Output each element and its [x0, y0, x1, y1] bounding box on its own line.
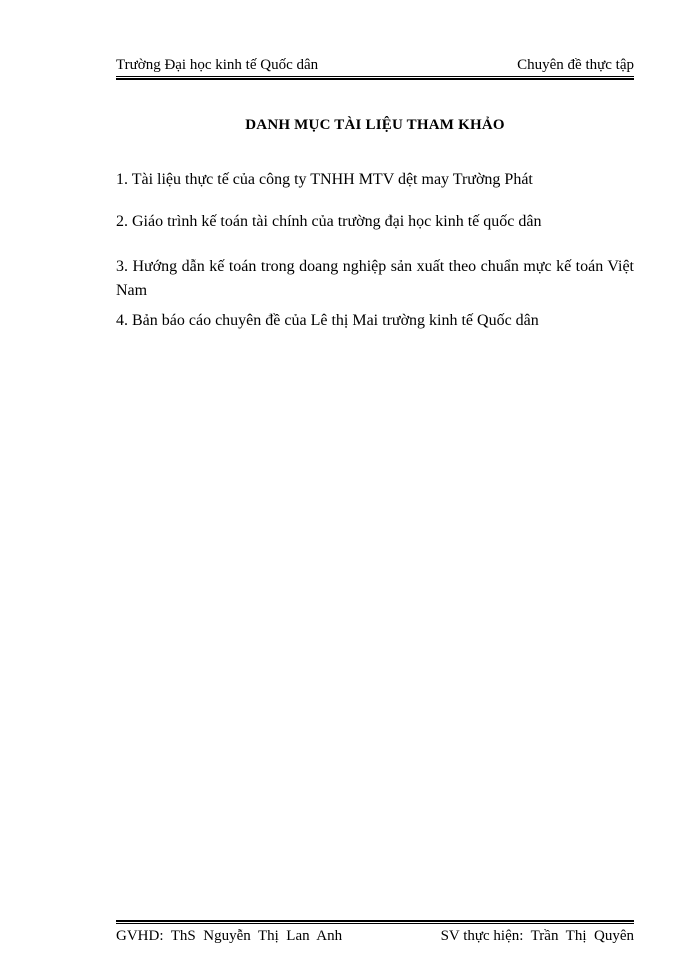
header-rule-thick: [116, 78, 634, 80]
header-rule-thin: [116, 76, 634, 77]
header-document-type: Chuyên đề thực tập: [517, 57, 634, 73]
reference-item-4: 4. Bản báo cáo chuyên đề của Lê thị Mai trường kinh tế Quốc dân: [116, 312, 539, 329]
header-school: Trường Đại học kinh tế Quốc dân: [116, 57, 319, 73]
page-title: DANH MỤC TÀI LIỆU THAM KHẢO: [245, 117, 505, 133]
page-header: [116, 54, 634, 76]
page-footer: [116, 925, 634, 947]
reference-item-1: 1. Tài liệu thực tế của công ty TNHH MTV dệt may Trường Phát: [116, 171, 533, 188]
footer-rule-thick: [116, 920, 634, 922]
reference-item-2: 2. Giáo trình kế toán tài chính của trường đại học kinh tế quốc dân: [116, 213, 542, 230]
footer-student: SV thực hiện: Trần Thị Quyên: [440, 928, 634, 944]
reference-item-3: 3. Hướng dẫn kế toán trong doang nghiệp sản xuất theo chuẩn mực kế toán Việt Nam: [116, 258, 634, 299]
footer-rule-thin: [116, 923, 634, 924]
footer-supervisor: GVHD: ThS Nguyễn Thị Lan Anh: [116, 928, 343, 944]
